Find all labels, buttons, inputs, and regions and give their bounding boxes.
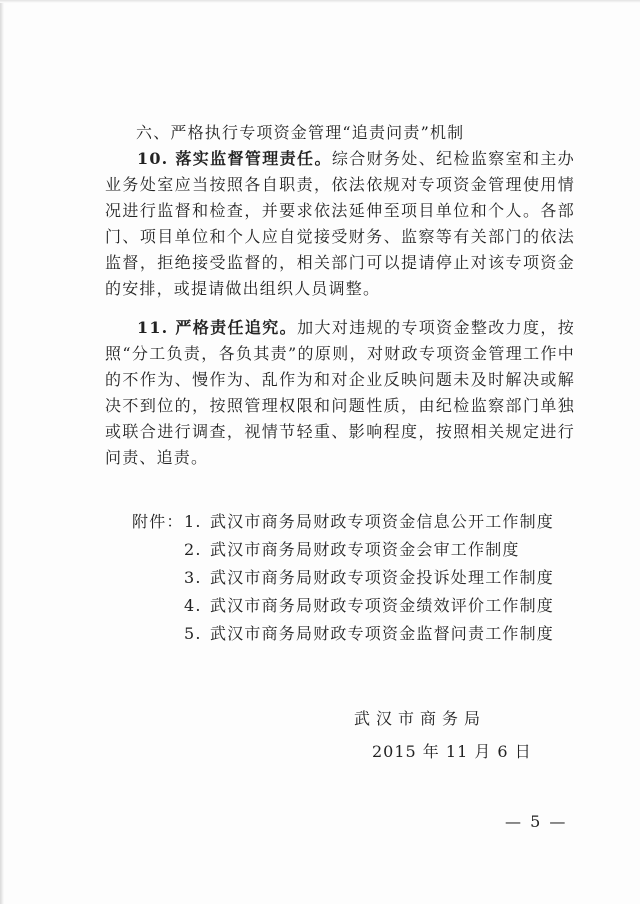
indent-spacer xyxy=(105,149,137,168)
attachments-label: 附件： xyxy=(132,512,184,531)
attachment-title: 武汉市商务局财政专项资金会审工作制度 xyxy=(210,540,520,559)
indent-spacer xyxy=(105,318,137,337)
attachment-item xyxy=(132,536,592,564)
attachment-number: 3. xyxy=(184,568,202,587)
attachment-item xyxy=(132,620,592,648)
attachment-spacer xyxy=(132,592,184,620)
attachment-spacer xyxy=(132,620,184,648)
attachments-list xyxy=(132,508,592,648)
paragraph-11 xyxy=(105,315,575,471)
attachment-number: 4. xyxy=(184,596,202,615)
attachment-number: 1. xyxy=(184,512,202,531)
attachment-item xyxy=(132,564,592,592)
paragraph-10-label: 10. 落实监督管理责任。 xyxy=(137,149,332,168)
attachment-item xyxy=(132,508,592,536)
scan-edge-top xyxy=(0,0,640,3)
issuer-signature: 武汉市商务局 xyxy=(354,709,487,728)
attachment-number: 2. xyxy=(184,540,202,559)
attachment-spacer xyxy=(132,564,184,592)
section-heading: 六、严格执行专项资金管理“追责问责”机制 xyxy=(136,123,465,142)
paragraph-11-label: 11. 严格责任追究。 xyxy=(137,318,298,337)
attachment-spacer xyxy=(132,536,184,564)
attachment-title: 武汉市商务局财政专项资金监督问责工作制度 xyxy=(210,624,555,643)
paragraph-10-text: 综合财务处、纪检监察室和主办业务处室应当按照各自职责，依法依规对专项资金管理使用情况进行监督和检查，并要求依法延伸至项目单位和个人。各部门、项目单位和个人应自觉接受财务、监察等有关部门的依法监督，拒绝接受监督的，相关部门可以提请停止对该专项资金的安排，或提请做出组织人员调整。 xyxy=(105,149,575,298)
attachment-title: 武汉市商务局财政专项资金信息公开工作制度 xyxy=(210,512,555,531)
attachment-title: 武汉市商务局财政专项资金投诉处理工作制度 xyxy=(210,568,555,587)
scan-edge-left xyxy=(0,0,4,904)
paragraph-11-text: 加大对违规的专项资金整改力度，按照“分工负责，各负其责”的原则，对财政专项资金管理工作中的不作为、慢作为、乱作为和对企业反映问题未及时解决或解决不到位的，按照管理权限和问题性质，由纪检监察部门单独或联合进行调查，视情节轻重、影响程度，按照相关规定进行问责、追责。 xyxy=(105,318,576,467)
attachment-title: 武汉市商务局财政专项资金绩效评价工作制度 xyxy=(210,596,555,615)
attachment-item xyxy=(132,592,592,620)
paragraph-10 xyxy=(105,146,575,302)
page-number: — 5 — xyxy=(505,812,568,831)
attachment-number: 5. xyxy=(184,624,202,643)
issue-date: 2015 年 11 月 6 日 xyxy=(372,742,532,761)
